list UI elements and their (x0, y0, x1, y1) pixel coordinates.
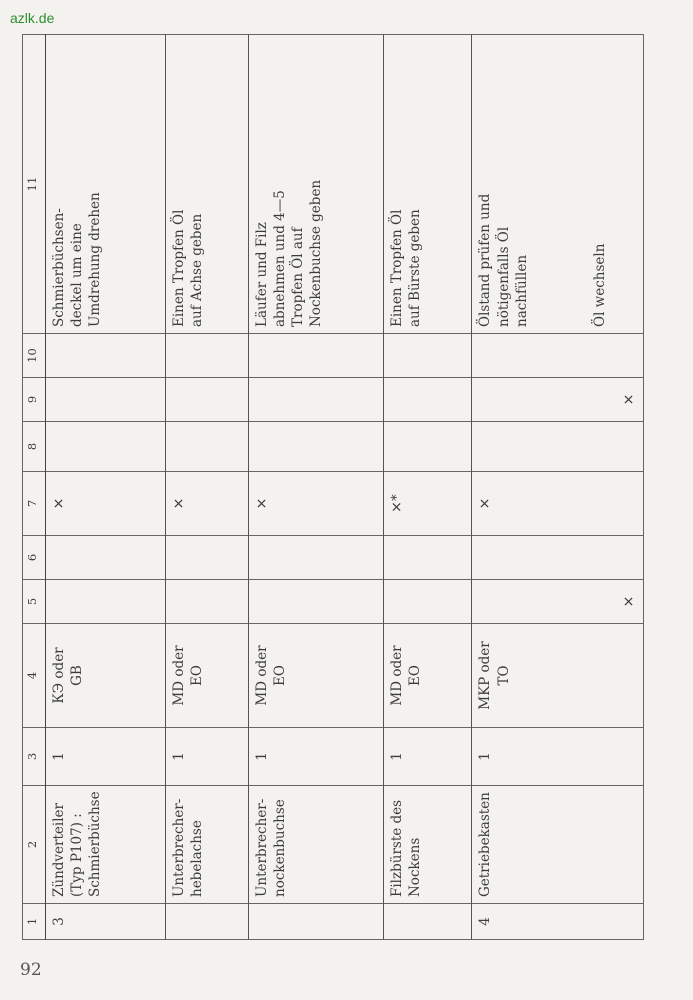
page-number: 92 (20, 960, 42, 980)
quantity: 1 (46, 728, 166, 786)
group-number: 3 (46, 904, 166, 940)
component-name: Unterbrecher- hebelachse (165, 786, 248, 904)
interval-6 (165, 536, 248, 580)
column-header: 4 (23, 624, 46, 728)
interval-8 (248, 422, 383, 472)
column-header: 2 (23, 786, 46, 904)
column-header: 3 (23, 728, 46, 786)
interval-10 (383, 334, 471, 378)
interval-7: × (472, 472, 644, 536)
interval-9 (248, 378, 383, 422)
column-header: 5 (23, 580, 46, 624)
interval-10 (248, 334, 383, 378)
column-header: 6 (23, 536, 46, 580)
group-number (248, 904, 383, 940)
maintenance-table-rotated (22, 35, 644, 940)
column-header: 10 (23, 334, 46, 378)
instruction-text: Ölstand prüfen und nötigenfalls Öl nachfüllen (477, 193, 530, 327)
interval-9 (46, 378, 166, 422)
interval-10 (472, 334, 644, 378)
lubricant: MD oder EO (383, 624, 471, 728)
interval-7: × (165, 472, 248, 536)
interval-6 (248, 536, 383, 580)
interval-8 (472, 422, 644, 472)
interval-5 (383, 580, 471, 624)
watermark: azlk.de (10, 10, 55, 26)
instructions: Einen Tropfen Öl auf Bürste geben (383, 35, 471, 334)
interval-10 (46, 334, 166, 378)
lubricant: MKP oder TO (472, 624, 644, 728)
lubricant: MD oder EO (165, 624, 248, 728)
column-header: 8 (23, 422, 46, 472)
instructions: Einen Tropfen Öl auf Achse geben (165, 35, 248, 334)
interval-8 (383, 422, 471, 472)
column-header: 9 (23, 378, 46, 422)
interval-7: × (248, 472, 383, 536)
interval-9 (383, 378, 471, 422)
interval-7: ×* (383, 472, 471, 536)
component-name: Zündverteiler (Typ P107) : Schmierbüchse (46, 786, 166, 904)
interval-10 (165, 334, 248, 378)
instructions: Schmierbüchsen- deckel um eine Umdrehung drehen (46, 35, 166, 334)
quantity: 1 (472, 728, 644, 786)
quantity: 1 (165, 728, 248, 786)
quantity: 1 (383, 728, 471, 786)
lubricant: MD oder EO (248, 624, 383, 728)
interval-9 (165, 378, 248, 422)
table-row (383, 35, 471, 940)
table-row (165, 35, 248, 940)
interval-6 (383, 536, 471, 580)
lubricant: КЭ oder GB (46, 624, 166, 728)
interval-8 (46, 422, 166, 472)
component-name: Unterbrecher- nockenbuchse (248, 786, 383, 904)
interval-6 (472, 536, 644, 580)
group-number: 4 (472, 904, 644, 940)
interval-9: × (472, 378, 644, 422)
interval-6 (46, 536, 166, 580)
table-row (46, 35, 166, 940)
column-header: 11 (23, 35, 46, 334)
interval-5 (46, 580, 166, 624)
quantity: 1 (248, 728, 383, 786)
interval-8 (165, 422, 248, 472)
column-header: 7 (23, 472, 46, 536)
table-row (472, 35, 644, 940)
maintenance-table (22, 34, 644, 940)
component-name: Filzbürste des Nockens (383, 786, 471, 904)
interval-5 (165, 580, 248, 624)
table-row (248, 35, 383, 940)
interval-7: × (46, 472, 166, 536)
group-number (383, 904, 471, 940)
column-header: 1 (23, 904, 46, 940)
group-number (165, 904, 248, 940)
instructions: Läufer und Filz abnehmen und 4—5 Tropfen Öl auf Nockenbuchse geben (248, 35, 383, 334)
header-row (23, 35, 46, 940)
interval-5 (248, 580, 383, 624)
instruction-oil-change: Öl wechseln (592, 243, 609, 327)
interval-5: × (472, 580, 644, 624)
instructions (472, 35, 644, 334)
component-name: Getriebekasten (472, 786, 644, 904)
